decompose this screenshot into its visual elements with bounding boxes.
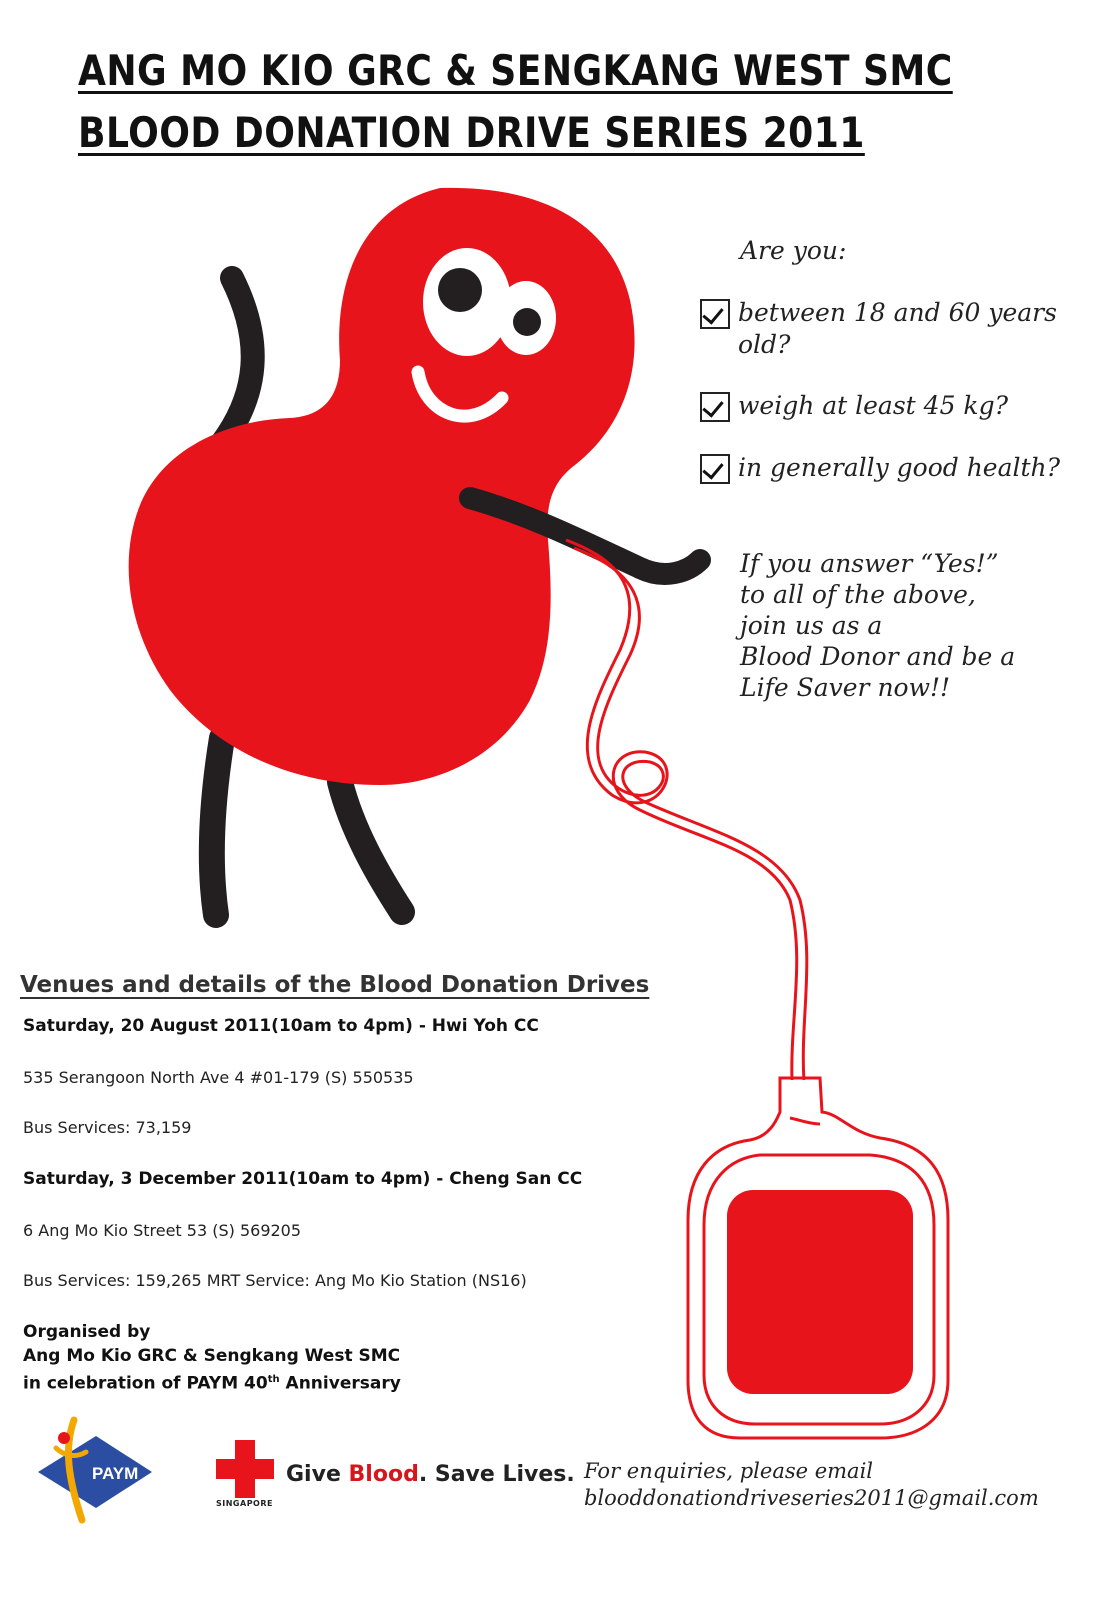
- drive-2-transport: Bus Services: 159,265 MRT Service: Ang Mo Kio Station (NS16): [23, 1271, 527, 1290]
- singapore-label: SINGAPORE: [216, 1499, 273, 1508]
- title-line-2: BLOOD DONATION DRIVE SERIES 2011: [78, 108, 865, 157]
- call-to-action-text: If you answer “Yes!” to all of the above, join us as a Blood Donor and be a Life Saver now!!: [740, 549, 1016, 702]
- question-weight: weigh at least 45 kg?: [700, 390, 1058, 422]
- mascot-left-leg: [212, 738, 222, 915]
- blood-bag-fill: [727, 1190, 913, 1394]
- drive-1-address: 535 Serangoon North Ave 4 #01-179 (S) 550535: [23, 1068, 414, 1087]
- mascot-pupil-right: [513, 308, 541, 336]
- enquiry-block: [584, 1458, 1039, 1512]
- organiser-line-1: Organised by: [23, 1322, 151, 1342]
- mascot-body: [129, 188, 635, 785]
- mascot-pupil-left: [438, 268, 482, 312]
- checkbox-checked-icon: [700, 392, 730, 422]
- paym-logo: [34, 1408, 164, 1528]
- organiser-line-2: Ang Mo Kio GRC & Sengkang West SMC: [23, 1346, 401, 1366]
- title-line-1: ANG MO KIO GRC & SENGKANG WEST SMC: [78, 46, 953, 95]
- question-age: between 18 and 60 years old?: [700, 297, 1058, 361]
- questions-heading: Are you:: [740, 236, 847, 265]
- organiser-block: [23, 1320, 401, 1396]
- give-blood-slogan: Give Blood. Save Lives.: [286, 1462, 575, 1487]
- venues-heading: Venues and details of the Blood Donation Drives: [20, 972, 650, 998]
- mascot-right-leg: [340, 782, 402, 912]
- drive-2-address: 6 Ang Mo Kio Street 53 (S) 569205: [23, 1221, 302, 1240]
- drive-2-title: Saturday, 3 December 2011(10am to 4pm) - Cheng San CC: [23, 1169, 583, 1189]
- red-cross-icon: [216, 1440, 276, 1498]
- enquiry-email[interactable]: blooddonationdriveseries2011@gmail.com: [584, 1486, 1039, 1510]
- enquiry-text: For enquiries, please email: [584, 1459, 874, 1483]
- drive-1-transport: Bus Services: 73,159: [23, 1118, 192, 1137]
- question-health: in generally good health?: [700, 452, 1118, 484]
- paym-logo-text: PAYM: [92, 1464, 139, 1483]
- drive-1-title: Saturday, 20 August 2011(10am to 4pm) - Hwi Yoh CC: [23, 1016, 539, 1036]
- checkbox-checked-icon: [700, 299, 730, 329]
- organiser-line-3: in celebration of PAYM 40th Anniversary: [23, 1373, 401, 1394]
- checkbox-checked-icon: [700, 454, 730, 484]
